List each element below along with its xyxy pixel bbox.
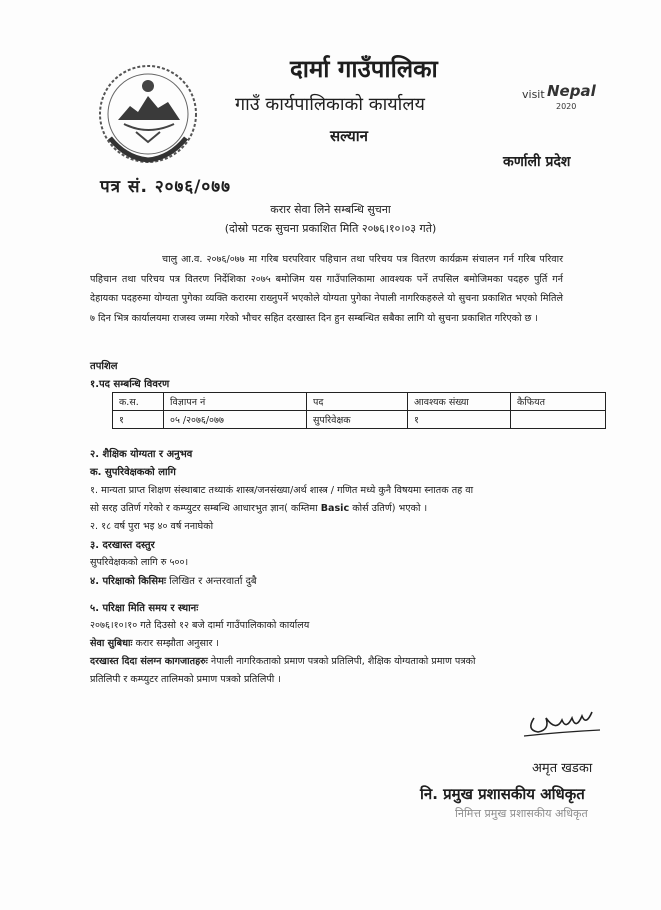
required-documents-line-2: प्रतिलिपी र कम्प्युटर तालिमको प्रमाण पत्रको प्रतिलिपी ।: [90, 674, 281, 685]
col-remarks: कैफियत: [511, 393, 606, 411]
col-advert-no: विज्ञापन नं: [164, 393, 307, 411]
nepal-emblem-icon: [96, 62, 200, 166]
office-subtitle: गाउँ कार्यपालिकाको कार्यालय: [235, 94, 425, 115]
reference-number: पत्र सं. २०७६/०७७: [100, 177, 231, 197]
official-stamp: निमित्त प्रमुख प्रशासकीय अधिकृत: [455, 807, 588, 820]
col-required-count: आवश्यक संख्या: [408, 393, 511, 411]
required-documents: दरखास्त दिदा संलग्न कागजातहरुः नेपाली नागरिकताको प्रमाण पत्रको प्रतिलिपी, शैक्षिक योग्यताको प्रमाण पत्रको: [90, 656, 476, 667]
section1-heading: १.पद सम्बन्धि विवरण: [90, 379, 170, 390]
district-name: सल्यान: [330, 127, 368, 145]
post-details-table: [112, 392, 606, 429]
service-facility: सेवा सुबिधाः करार सम्झौता अनुसार ।: [90, 638, 220, 649]
section2-subheading: क. सुपरिवेक्षकको लागि: [90, 467, 176, 478]
age-requirement: २. १८ वर्ष पुरा भइ ४० वर्ष ननाघेको: [90, 521, 214, 532]
province-name: कर्णाली प्रदेश: [503, 154, 571, 170]
signatory-designation: नि. प्रमुख प्रशासकीय अधिकृत: [420, 785, 585, 803]
subject-line: करार सेवा लिने सम्बन्धि सुचना: [270, 203, 391, 216]
section2-heading: २. शैक्षिक योग्यता र अनुभव: [90, 449, 193, 460]
visit-nepal-logo: visit Nepal 2020: [522, 82, 596, 111]
tapsil-heading: तपशिल: [90, 361, 118, 372]
qualification-line-1: १. मान्यता प्राप्त शिक्षण संस्थाबाट तथ्याकं शास्त्र/जनसंख्या/अर्थ शास्त्र / गणित मध्ये कुनै विषयमा स्नातक तह वा: [90, 485, 474, 496]
subject-date-line: (दोस्रो पटक सुचना प्रकाशित मिति २०७६।१०।०३ गते): [224, 222, 437, 235]
signature-icon: [520, 700, 604, 740]
exam-datetime-place: २०७६।१०।१० गते दिउसो १२ बजे दार्मा गाउँपालिकाको कार्यालय: [90, 620, 310, 631]
col-post: पद: [307, 393, 408, 411]
col-serial: क.स.: [113, 393, 164, 411]
section5-heading: ५. परिक्षा मिति समय र स्थानः: [90, 603, 199, 614]
municipality-title: दार्मा गाउँपालिका: [290, 55, 438, 83]
table-row: १ ०५ /२०७६/०७७ सुपरिवेक्षक १: [113, 411, 606, 429]
signatory-name: अमृत खडका: [532, 761, 593, 776]
notice-body-paragraph: चालु आ.व. २०७६/०७७ मा गरिब घरपरिवार पहिचान तथा परिचय पत्र वितरण कार्यक्रम संचालन गर्न गरिब परिवार पहिचान तथा परिचय पत्र वितरण निर्देशिका २०७५ बमोजिम यस गाउँपालिकामा आवश्यक पर्ने तपसिल बमोजिमका पदहरु पुर्ति गर्न देहायका पदहरुमा योग्यता पुगेका व्यक्ति करारमा राख्नुपर्ने भएकोले योग्यता पुगेका नेपाली नागरिकहरुले यो सुचना प्रकाशित भएको मितिले ७ दिन भित्र कार्यालयमा राजस्व जम्मा गरेको भौचर सहित दरखास्त दिन हुन सम्बन्धित सबैका लागि यो सुचना प्रकाशित गरिएको छ ।: [90, 254, 563, 324]
qualification-line-2: सो सरह उतिर्ण गरेको र कम्प्युटर सम्बन्धि आधारभुत ज्ञान( कम्तिमा Basic कोर्स उतिर्ण) भएको ।: [90, 503, 428, 514]
table-header-row: [113, 393, 606, 411]
application-fee: सुपरिवेक्षकको लागि रु ५००।: [90, 557, 189, 568]
section3-heading: ३. दरखास्त दस्तुर: [90, 540, 155, 551]
exam-type: ४. परिक्षाको किसिमः लिखित र अन्तरवार्ता दुबै: [90, 576, 257, 587]
